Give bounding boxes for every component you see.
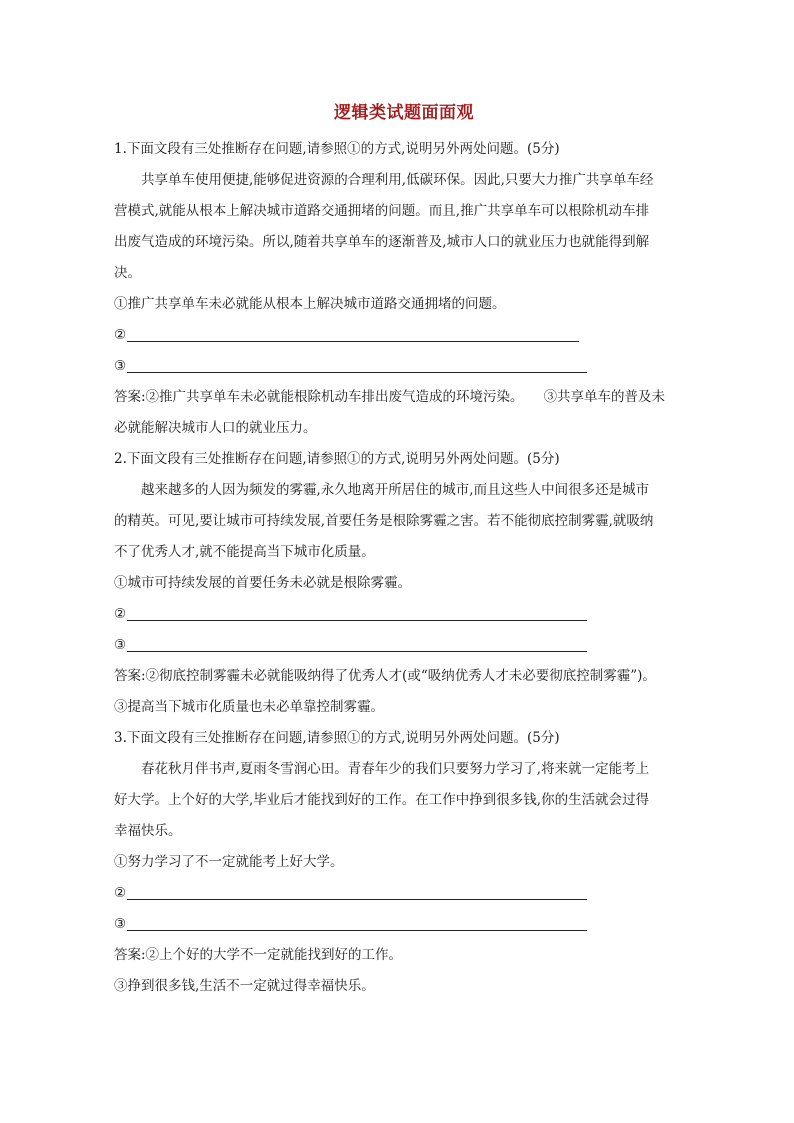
question-prompt: 3.下面文段有三处推断存在问题,请参照①的方式,说明另外两处问题。(5分) <box>114 730 560 746</box>
page-title: 逻辑类试题面面观 <box>334 103 474 123</box>
answer-blank[interactable] <box>114 351 694 382</box>
answer-key-line: ③提高当下城市化质量也未必单靠控制雾霾。 <box>114 699 384 715</box>
passage-line: 不了优秀人才,就不能提高当下城市化质量。 <box>114 544 375 560</box>
worksheet <box>114 100 694 1002</box>
passage-line: 春花秋月伴书声,夏雨冬雪润心田。青春年少的我们只要努力学习了,将来就一定能考上 <box>141 761 650 777</box>
question-prompt: 2.下面文段有三处推断存在问题,请参照①的方式,说明另外两处问题。(5分) <box>114 451 560 467</box>
answer-key-line: 答案:②彻底控制雾霾未必就能吸纳得了优秀人才(或“吸纳优秀人才未必要彻底控制雾霾”)。 <box>114 668 656 684</box>
answer-key-line: 必就能解决城市人口的就业压力。 <box>114 420 317 436</box>
blank-underline <box>127 356 587 373</box>
blank-label: ② <box>114 327 127 343</box>
blank-label: ③ <box>114 637 127 653</box>
passage-line: 营模式,就能从根本上解决城市道路交通拥堵的问题。而且,推广共享单车可以根除机动车排 <box>114 203 650 219</box>
answer-text: 答案:②推广共享单车未必就能根除机动车排出废气造成的环境污染。 <box>114 389 524 405</box>
question-3 <box>114 723 694 1002</box>
blank-underline <box>127 883 587 900</box>
blank-underline <box>127 325 579 342</box>
answer-text: ③共享单车的普及未 <box>543 389 666 405</box>
blank-underline <box>127 635 587 652</box>
passage-line: 决。 <box>114 265 141 281</box>
example-answer: ①努力学习了不一定就能考上好大学。 <box>114 854 344 870</box>
blank-label: ③ <box>114 916 127 932</box>
answer-key-line: ③挣到很多钱,生活不一定就过得幸福快乐。 <box>114 978 375 994</box>
passage-line: 共享单车使用便捷,能够促进资源的合理利用,低碳环保。因此,只要大力推广共享单车经 <box>141 172 654 188</box>
passage-line: 越来越多的人因为频发的雾霾,永久地离开所居住的城市,而且这些人中间很多还是城市 <box>141 482 650 498</box>
passage-line: 出废气造成的环境污染。所以,随着共享单车的逐渐普及,城市人口的就业压力也就能得到解 <box>114 234 650 250</box>
passage-line: 好大学。上个好的大学,毕业后才能找到好的工作。在工作中挣到很多钱,你的生活就会过得 <box>114 792 650 808</box>
answer-blank[interactable] <box>114 599 694 630</box>
answer-blank[interactable] <box>114 909 694 940</box>
answer-blank[interactable] <box>114 320 694 351</box>
question-2 <box>114 444 694 723</box>
answer-key-line: 答案:②上个好的大学不一定就能找到好的工作。 <box>114 947 403 963</box>
answer-blank[interactable] <box>114 878 694 909</box>
blank-label: ② <box>114 885 127 901</box>
question-1 <box>114 134 694 444</box>
answer-key-line <box>114 382 694 413</box>
blank-underline <box>127 604 587 621</box>
example-answer: ①推广共享单车未必就能从根本上解决城市道路交通拥堵的问题。 <box>114 296 506 312</box>
blank-label: ② <box>114 606 127 622</box>
blank-underline <box>127 914 587 931</box>
blank-label: ③ <box>114 358 127 374</box>
passage-line: 的精英。可见,要让城市可持续发展,首要任务是根除雾霾之害。若不能彻底控制雾霾,就吸纳 <box>114 513 654 529</box>
passage-line: 幸福快乐。 <box>114 823 182 839</box>
example-answer: ①城市可持续发展的首要任务未必就是根除雾霾。 <box>114 575 411 591</box>
answer-blank[interactable] <box>114 630 694 661</box>
question-prompt: 1.下面文段有三处推断存在问题,请参照①的方式,说明另外两处问题。(5分) <box>114 141 560 157</box>
